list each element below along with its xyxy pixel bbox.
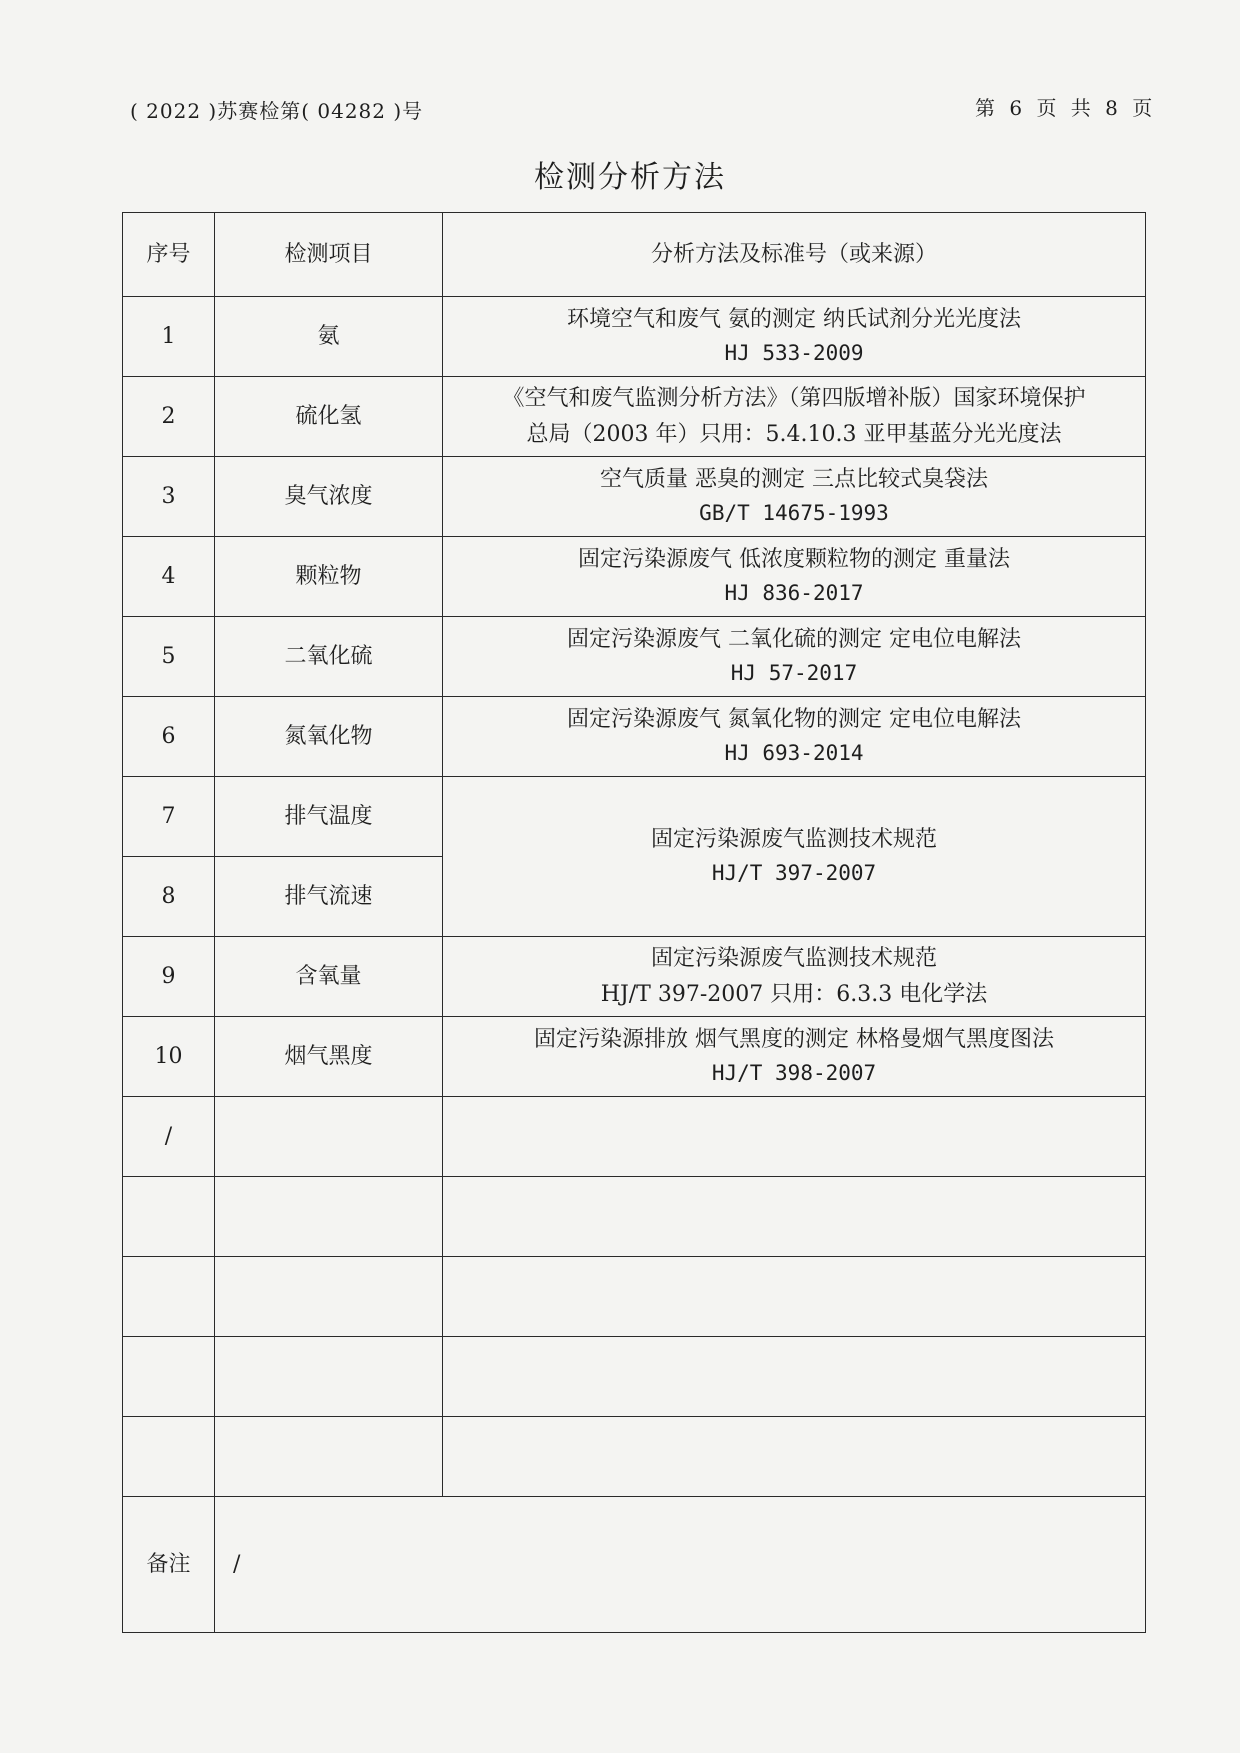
row-method-cell <box>443 617 1146 697</box>
row-item: 排气温度 <box>215 777 443 857</box>
table-row-empty <box>123 1257 1146 1337</box>
table-row <box>123 377 1146 457</box>
row-method: 固定污染源废气监测技术规范 <box>650 827 937 853</box>
row-standard: HJ/T 397-2007 只用：6.3.3 电化学法 <box>600 981 988 1007</box>
row-item: 二氧化硫 <box>215 617 443 697</box>
row-method: 空气质量 恶臭的测定 三点比较式臭袋法 <box>600 467 988 493</box>
row-item: 含氧量 <box>215 937 443 1017</box>
row-item: 硫化氢 <box>215 377 443 457</box>
header-method: 分析方法及标准号（或来源） <box>443 213 1146 297</box>
row-method-cell <box>443 377 1146 457</box>
row-standard: 总局（2003 年）只用：5.4.10.3 亚甲基蓝分光光度法 <box>526 421 1062 447</box>
row-item: 颗粒物 <box>215 537 443 617</box>
notes-label: 备注 <box>123 1497 215 1633</box>
row-method-cell <box>443 297 1146 377</box>
report-number: ( 2022 )苏赛检第( 04282 )号 <box>130 99 424 123</box>
row-standard: HJ 57-2017 <box>730 661 858 686</box>
row-method-cell <box>443 697 1146 777</box>
header-no: 序号 <box>123 213 215 297</box>
row-no: 4 <box>123 537 215 617</box>
row-no: / <box>123 1097 215 1177</box>
row-no: 6 <box>123 697 215 777</box>
header-item: 检测项目 <box>215 213 443 297</box>
row-method: 固定污染源废气 二氧化硫的测定 定电位电解法 <box>567 627 1021 653</box>
row-method: 《空气和废气监测分析方法》（第四版增补版）国家环境保护 <box>502 386 1086 412</box>
row-no: 1 <box>123 297 215 377</box>
row-method: 固定污染源废气监测技术规范 <box>650 946 937 972</box>
row-item: 排气流速 <box>215 857 443 937</box>
row-item: 氮氧化物 <box>215 697 443 777</box>
row-standard: HJ 836-2017 <box>724 581 864 606</box>
row-standard: HJ 533-2009 <box>724 341 864 366</box>
row-item: 烟气黑度 <box>215 1017 443 1097</box>
row-no: 3 <box>123 457 215 537</box>
row-method: 固定污染源废气 低浓度颗粒物的测定 重量法 <box>578 547 1010 573</box>
row-no: 10 <box>123 1017 215 1097</box>
table-row <box>123 297 1146 377</box>
row-no: 9 <box>123 937 215 1017</box>
table-row <box>123 777 1146 857</box>
row-method-cell <box>443 537 1146 617</box>
row-standard: HJ/T 397-2007 <box>711 861 877 886</box>
row-standard: HJ 693-2014 <box>724 741 864 766</box>
table-row-empty <box>123 1417 1146 1497</box>
row-no: 2 <box>123 377 215 457</box>
table-row <box>123 617 1146 697</box>
methods-table <box>122 212 1146 1633</box>
row-no: 7 <box>123 777 215 857</box>
row-method: 固定污染源排放 烟气黑度的测定 林格曼烟气黑度图法 <box>534 1027 1054 1053</box>
table-row-empty <box>123 1177 1146 1257</box>
notes-row <box>123 1497 1146 1633</box>
row-method: 固定污染源废气 氮氧化物的测定 定电位电解法 <box>567 707 1021 733</box>
row-method-cell <box>443 777 1146 937</box>
table-row <box>123 1097 1146 1177</box>
table-row <box>123 457 1146 537</box>
row-no: 8 <box>123 857 215 937</box>
row-standard: HJ/T 398-2007 <box>711 1061 877 1086</box>
page-title: 检测分析方法 <box>534 160 726 195</box>
notes-value: / <box>215 1497 1146 1633</box>
row-method-cell <box>443 937 1146 1017</box>
row-method-cell <box>443 457 1146 537</box>
page-info: 第 6 页 共 8 页 <box>975 96 1157 120</box>
row-item: 臭气浓度 <box>215 457 443 537</box>
row-method <box>443 1097 1146 1177</box>
row-standard: GB/T 14675-1993 <box>699 501 889 526</box>
table-header-row <box>123 213 1146 297</box>
row-item: 氨 <box>215 297 443 377</box>
row-method: 环境空气和废气 氨的测定 纳氏试剂分光光度法 <box>567 307 1021 333</box>
table-row <box>123 1017 1146 1097</box>
table-row <box>123 937 1146 1017</box>
row-method-cell <box>443 1017 1146 1097</box>
row-item <box>215 1097 443 1177</box>
table-row <box>123 697 1146 777</box>
table-row-empty <box>123 1337 1146 1417</box>
row-no: 5 <box>123 617 215 697</box>
table-row <box>123 537 1146 617</box>
